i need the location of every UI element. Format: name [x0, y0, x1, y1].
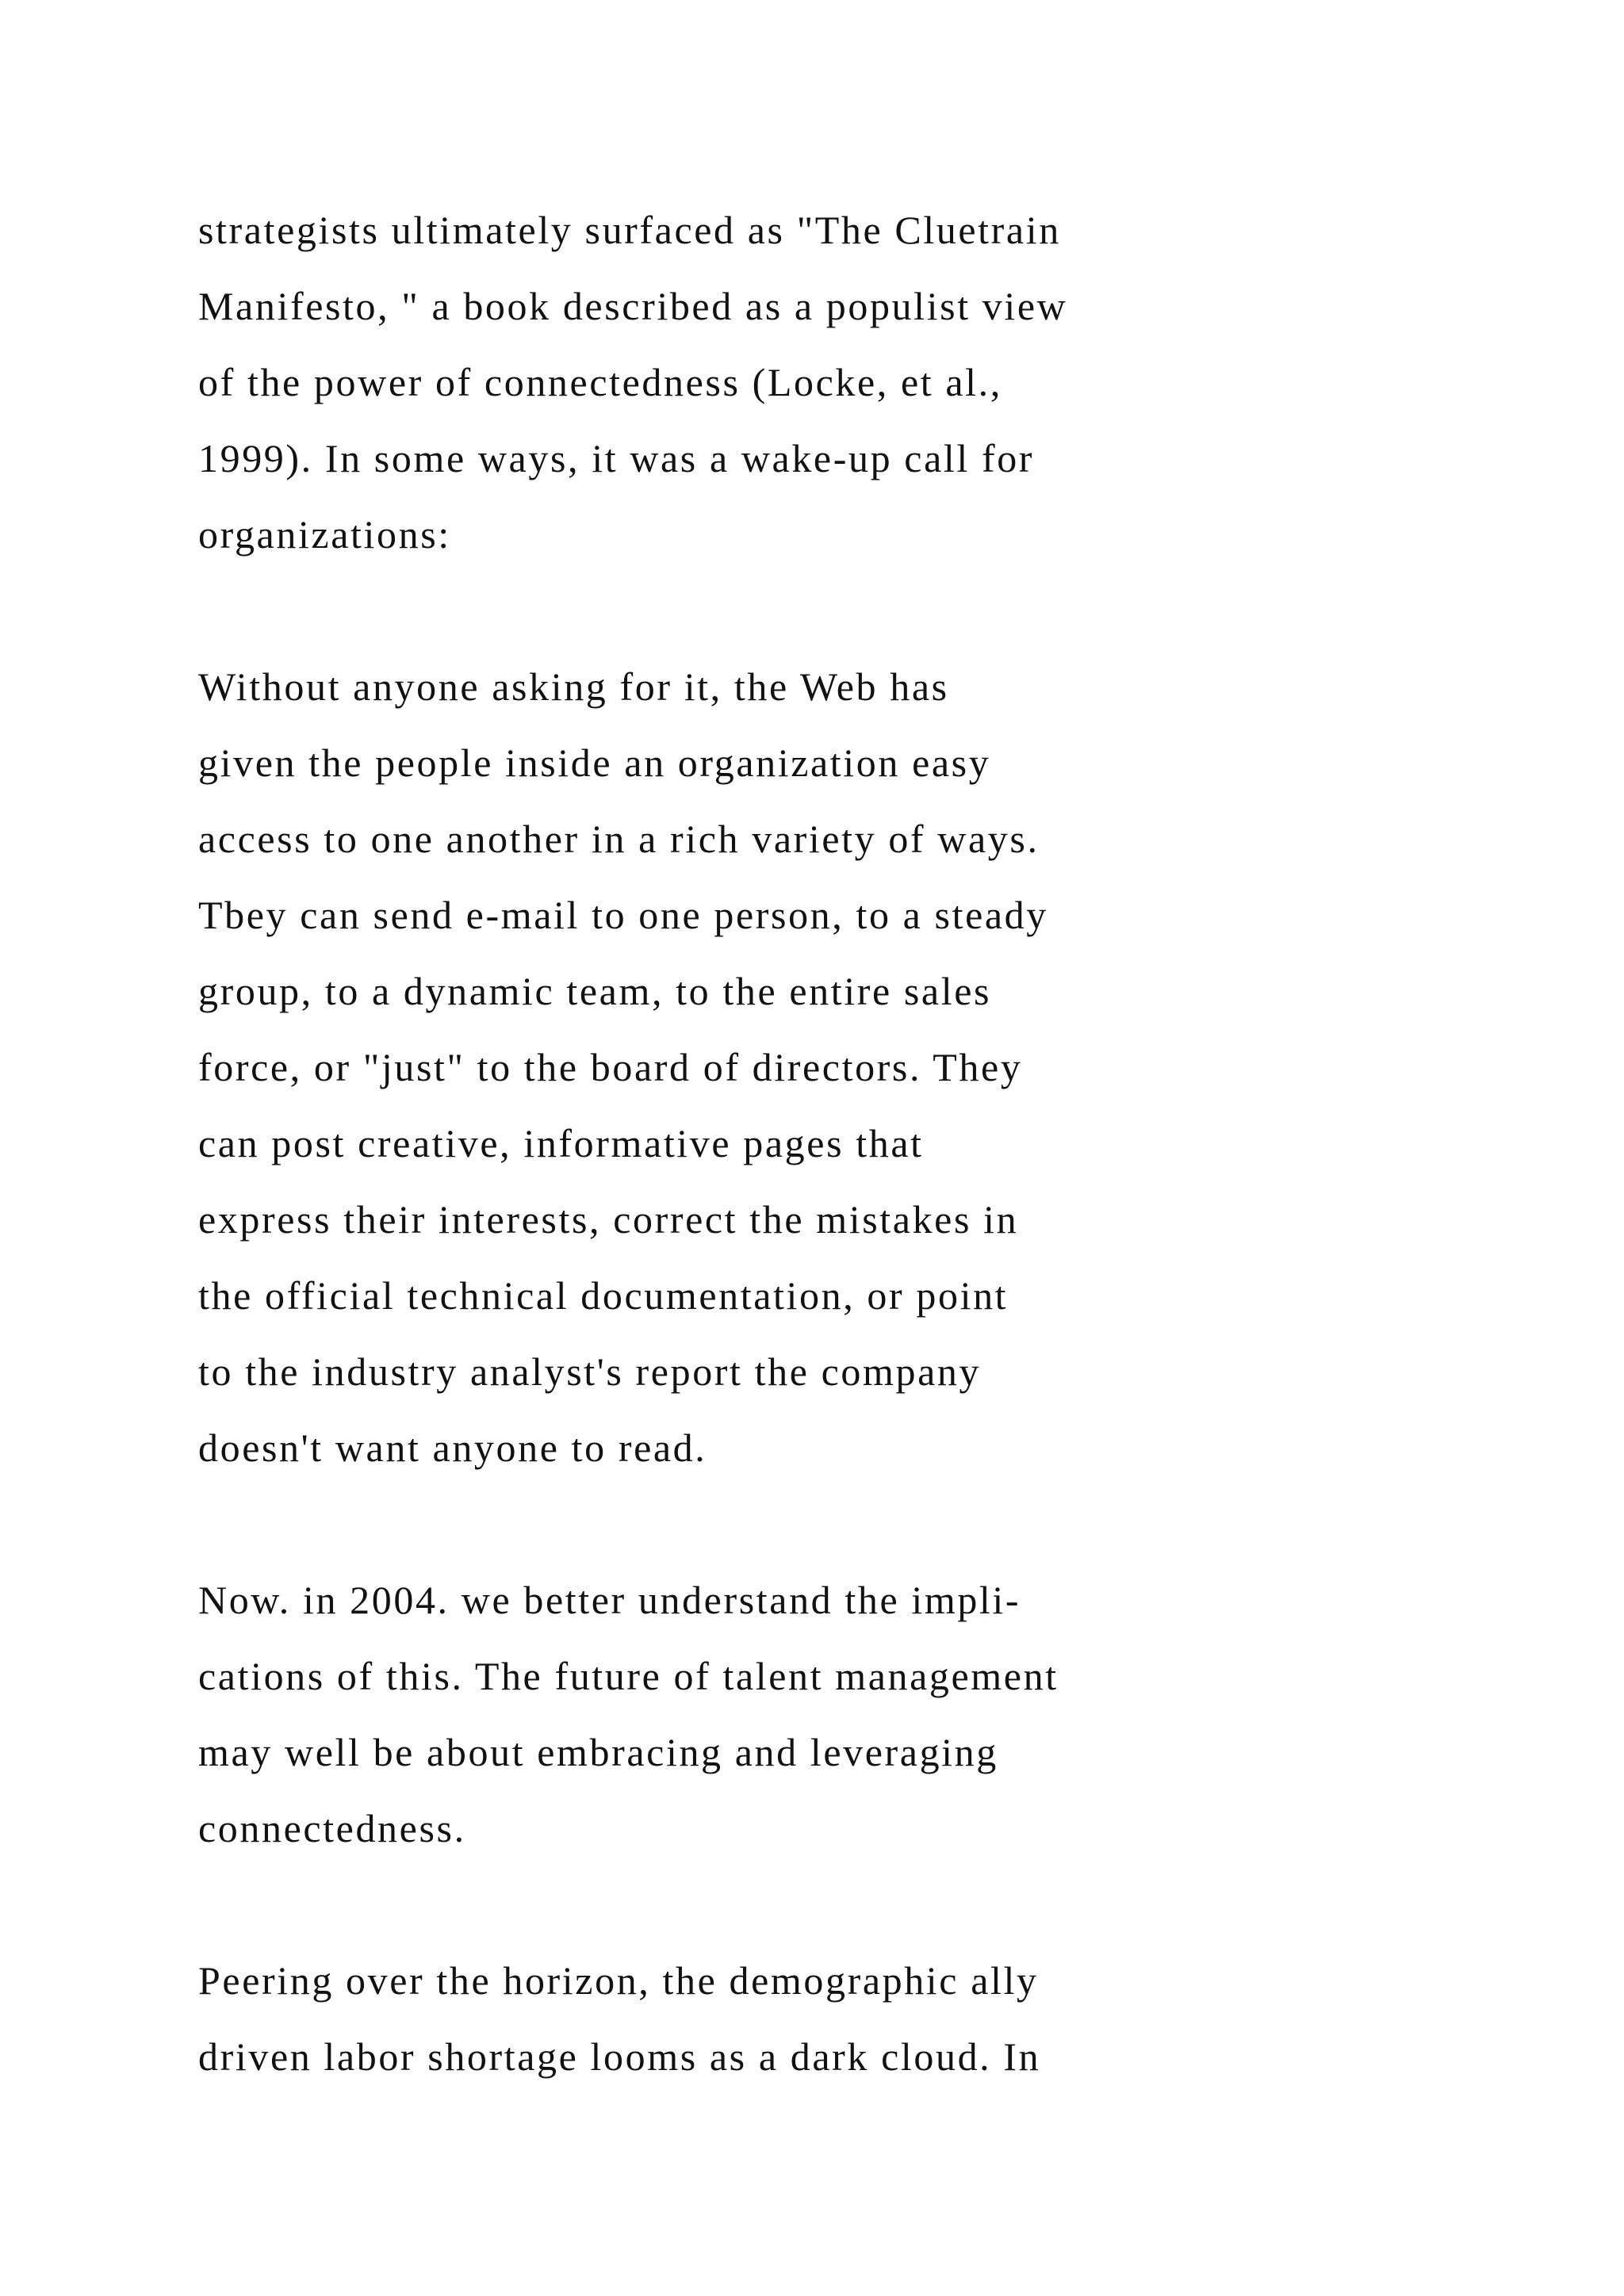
paragraph-quote	[198, 649, 1229, 1486]
text-line: of the power of connectedness (Locke, et al.,	[198, 360, 1002, 404]
text-line: force, or "just" to the board of directors. They	[198, 1045, 1023, 1089]
body-text	[198, 192, 1229, 2095]
text-line: Manifesto, " a book described as a populist view	[198, 284, 1068, 328]
text-line: Peering over the horizon, the demographic ally	[198, 1958, 1039, 2003]
text-line: 1999). In some ways, it was a wake-up call for	[198, 436, 1035, 480]
text-line: group, to a dynamic team, to the entire sales	[198, 969, 992, 1013]
text-line: can post creative, informative pages that	[198, 1121, 924, 1165]
text-line: doesn't want anyone to read.	[198, 1425, 707, 1470]
paragraph-cluetrain	[198, 192, 1229, 572]
text-line: connectedness.	[198, 1806, 466, 1850]
text-line: strategists ultimately surfaced as "The Cluetrain	[198, 208, 1061, 252]
text-line: Now. in 2004. we better understand the impli-	[198, 1578, 1021, 1622]
text-line: to the industry analyst's report the company	[198, 1349, 982, 1394]
paragraph-2004	[198, 1562, 1229, 1866]
text-line: given the people inside an organization easy	[198, 740, 991, 785]
text-line: express their interests, correct the mistakes in	[198, 1197, 1019, 1242]
text-line: driven labor shortage looms as a dark cloud. In	[198, 2034, 1041, 2079]
text-line: organizations:	[198, 512, 451, 557]
text-line: access to one another in a rich variety of ways.	[198, 817, 1040, 861]
text-line: cations of this. The future of talent management	[198, 1654, 1059, 1698]
text-line: Tbey can send e-mail to one person, to a steady	[198, 893, 1048, 937]
paragraph-horizon	[198, 1942, 1229, 2095]
text-line: may well be about embracing and leveraging	[198, 1730, 998, 1774]
text-line: the official technical documentation, or point	[198, 1273, 1009, 1318]
text-line: Without anyone asking for it, the Web has	[198, 664, 949, 709]
paragraph-gap	[198, 572, 1229, 649]
paragraph-gap	[198, 1866, 1229, 1942]
paragraph-gap	[198, 1486, 1229, 1562]
